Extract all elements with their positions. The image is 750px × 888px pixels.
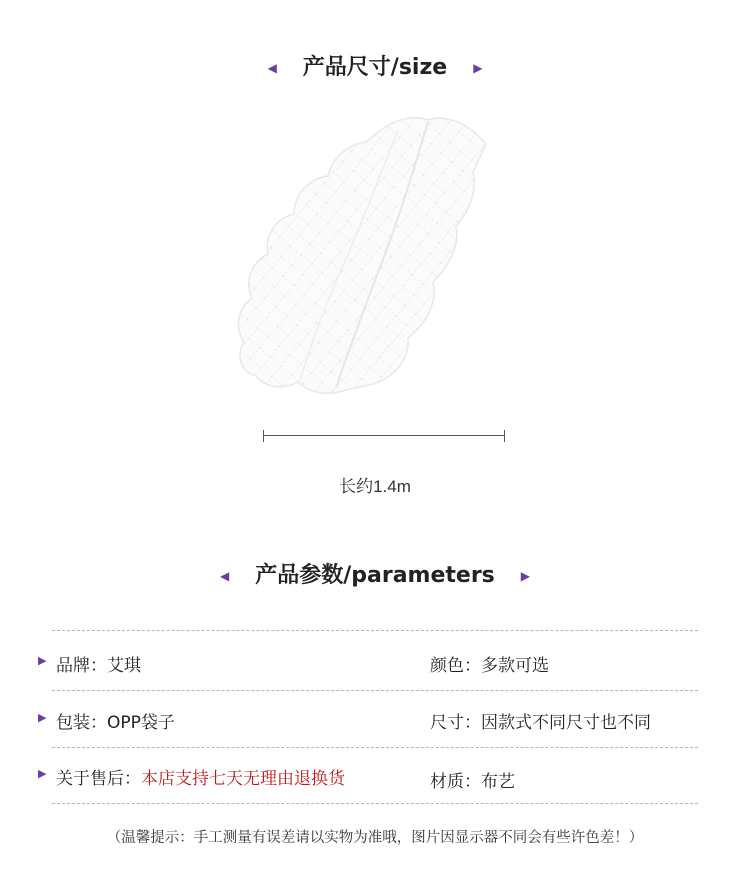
divider xyxy=(52,747,698,748)
triangle-left-icon: ◀ xyxy=(219,569,230,583)
length-measure-line xyxy=(263,430,505,442)
size-title-text: 产品尺寸/size xyxy=(302,55,448,80)
brand-field xyxy=(56,651,141,676)
color-field xyxy=(430,651,549,676)
brand-label: 品牌： xyxy=(56,656,107,676)
material-field xyxy=(430,767,515,792)
triangle-right-icon: ▶ xyxy=(473,61,483,75)
divider xyxy=(52,803,698,804)
triangle-left-icon: ◀ xyxy=(267,61,277,75)
length-label: 长约1.4m xyxy=(339,477,411,496)
triangle-bullet-icon: ▶ xyxy=(38,767,47,780)
material-label: 材质： xyxy=(430,772,481,792)
size-label: 尺寸： xyxy=(430,713,481,733)
triangle-bullet-icon: ▶ xyxy=(38,711,47,724)
packaging-label: 包装： xyxy=(56,713,107,733)
packaging-field xyxy=(56,708,175,733)
disclaimer-note: （温馨提示：手工测量有误差请以实物为准哦，图片因显示器不同会有些许色差！） xyxy=(106,830,644,846)
lace-product-image xyxy=(228,102,498,402)
size-value: 因款式不同尺寸也不同 xyxy=(481,713,651,733)
triangle-right-icon: ▶ xyxy=(520,569,531,583)
param-row-packaging xyxy=(0,708,750,738)
color-label: 颜色： xyxy=(430,656,481,676)
divider xyxy=(52,630,698,631)
divider xyxy=(52,690,698,691)
brand-value: 艾琪 xyxy=(107,656,141,676)
param-row-brand xyxy=(0,651,750,681)
params-title-text: 产品参数/parameters xyxy=(255,563,495,588)
triangle-bullet-icon: ▶ xyxy=(38,654,47,667)
size-field xyxy=(430,708,651,733)
aftersale-field xyxy=(56,764,345,789)
material-value: 布艺 xyxy=(481,772,515,792)
color-value: 多款可选 xyxy=(481,656,549,676)
aftersale-value: 本店支持七天无理由退换货 xyxy=(141,769,345,789)
param-row-aftersale xyxy=(0,764,750,794)
packaging-value: OPP袋子 xyxy=(107,713,175,733)
params-section-title xyxy=(0,558,750,589)
size-section-title xyxy=(0,50,750,81)
aftersale-label: 关于售后： xyxy=(56,769,141,789)
